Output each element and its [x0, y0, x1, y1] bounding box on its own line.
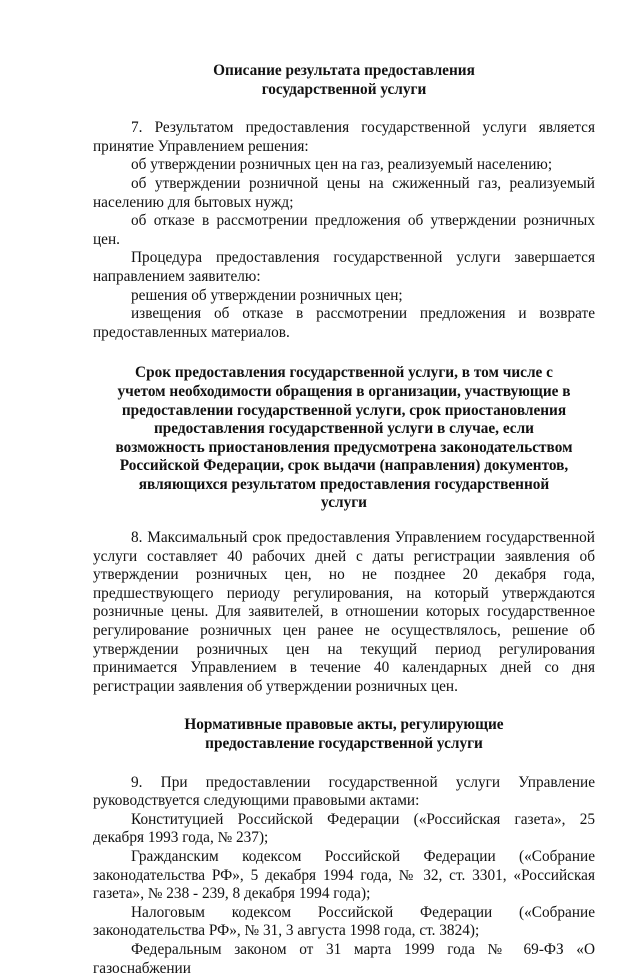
paragraph-7-notice: извещения об отказе в рассмотрении предложения и возврате предоставленных материалов. [93, 305, 595, 341]
heading-service-term: Срок предоставления государственной услуги, в том числе с учетом необходимости обращения в организации, участвующие в предоставлении государственной услуги, срок приостановления предоставления государственной услуги в случае, если возможность приостановления предусмотрена законодательством Российской Федерации, срок выдачи (направления) документов, являющихся результатом предоставления государственной услуги [115, 364, 573, 512]
paragraph-8: 8. Максимальный срок предоставления Управлением государственной услуги составляет 40 рабочих дней с даты регистрации заявления об утверждении розничных цен, но не позднее 20 декабря года, предшествующего периоду регулирования, на который утверждаются розничные цены. Для заявителей, в отношении которых государственное регулирование розничных цен ранее не осуществлялось, решение об утверждении розничных цен на текущий период регулирования принимается Управлением в течение 40 календарных дней со дня регистрации заявления об утверждении розничных цен. [93, 529, 595, 695]
paragraph-7-intro: 7. Результатом предоставления государственной услуги является принятие Управлением решения: [93, 119, 595, 155]
paragraph-9-federal-law: Федеральным законом от 31 марта 1999 года № 69-ФЗ «О газоснабжении [93, 940, 595, 977]
paragraph-7-decision: решения об утверждении розничных цен; [131, 286, 403, 304]
paragraph-9-constitution: Конституцией Российской Федерации («Российская газета», 25 декабря 1993 года, № 237); [93, 810, 595, 847]
paragraph-7-item-refusal: об отказе в рассмотрении предложения об утверждении розничных цен. [93, 212, 595, 248]
paragraph-7-procedure: Процедура предоставления государственной услуги завершается направлением заявителю: [93, 249, 595, 285]
heading-result-description: Описание результата предоставления государственной услуги [213, 62, 475, 98]
document-page [93, 56, 595, 978]
paragraph-9-tax-code: Налоговым кодексом Российской Федерации («Собрание законодательства РФ», № 31, 3 августа 1998 года, ст. 3824); [93, 903, 595, 940]
paragraph-7-item-gas-prices: об утверждении розничных цен на газ, реализуемый населению; [131, 156, 553, 174]
paragraph-7-item-liquefied-gas: об утверждении розничной цены на сжиженный газ, реализуемый населению для бытовых нужд; [93, 174, 595, 211]
paragraph-9-civil-code: Гражданским кодексом Российской Федерации («Собрание законодательства РФ», 5 декабря 1994 года, № 32, ст. 3301, «Российская газета», № 238 - 239, 8 декабря 1994 года); [93, 847, 595, 903]
paragraph-9-intro: 9. При предоставлении государственной услуги Управление руководствуется следующими правовыми актами: [93, 773, 595, 810]
heading-legal-acts: Нормативные правовые акты, регулирующие предоставление государственной услуги [184, 716, 504, 752]
